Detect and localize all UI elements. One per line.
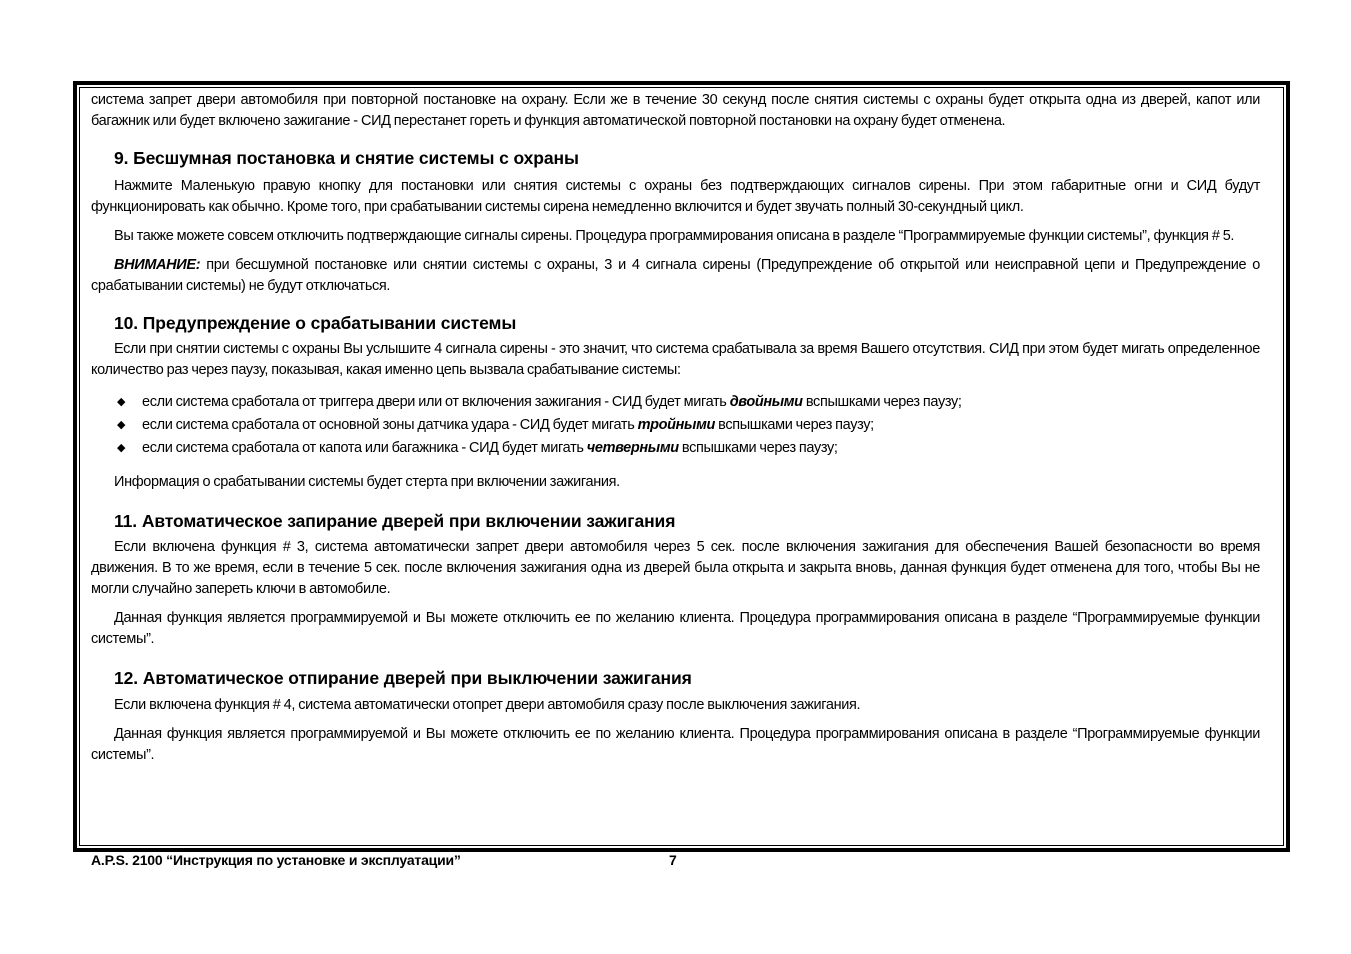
- section-11-heading: 11. Автоматическое запирание дверей при включении зажигания: [114, 511, 676, 531]
- trigger-list: [91, 391, 1260, 460]
- list-item: ◆ если система сработала от триггера двери или от включения зажигания - СИД будет мигать двойными вспышками через паузу;: [117, 394, 962, 410]
- page-number: 7: [669, 852, 677, 868]
- section-12-paragraph-1: Если включена функция # 4, система автоматически отопрет двери автомобиля сразу после выключения зажигания.: [114, 697, 861, 713]
- section-10-paragraph-2: Информация о срабатывании системы будет стерта при включении зажигания.: [114, 474, 620, 490]
- section-12-paragraph-2: Данная функция является программируемой и Вы можете отключить ее по желанию клиента. Процедура программирования описана в разделе “Программируемые функции системы”.: [91, 726, 1260, 763]
- warning-text: при бесшумной постановке или снятии системы с охраны, 3 и 4 сигнала сирены (Предупреждение об открытой или неисправной цепи и Предупреждение о срабатывании системы) не будут отключаться.: [91, 257, 1260, 294]
- list-item: ◆ если система сработала от основной зоны датчика удара - СИД будет мигать тройными вспышками через паузу;: [117, 417, 874, 433]
- diamond-bullet-icon: ◆: [117, 442, 126, 454]
- intro-paragraph: система запрет двери автомобиля при повторной постановке на охрану. Если же в течение 30 секунд после снятия системы с охраны будет открыта одна из дверей, капот или багажник или будет включено зажигание - СИД перестанет гореть и функция автоматической повторной постановки на охрану будет отменена.: [91, 92, 1260, 129]
- diamond-bullet-icon: ◆: [117, 419, 126, 431]
- footer-title: A.P.S. 2100 “Инструкция по установке и эксплуатации”: [91, 852, 461, 868]
- section-11-paragraph-1: Если включена функция # 3, система автоматически запрет двери автомобиля через 5 сек. после включения зажигания для обеспечения Вашей безопасности во время движения. В то же время, если в течение 5 сек. после включения зажигания одна из дверей была открыта и закрыта вновь, данная функция будет отменена для того, чтобы Вы не могли случайно запереть ключи в автомобиле.: [91, 539, 1260, 597]
- section-9-paragraph-2: Вы также можете совсем отключить подтверждающие сигналы сирены. Процедура программирования описана в разделе “Программируемые функции системы”, функция # 5.: [114, 228, 1235, 244]
- section-10-paragraph-1: Если при снятии системы с охраны Вы услышите 4 сигнала сирены - это значит, что система срабатывала за время Вашего отсутствия. СИД при этом будет мигать определенное количество раз через паузу, показывая, какая именно цепь вызвала срабатывание системы:: [91, 341, 1260, 378]
- document-body: [91, 90, 1260, 766]
- diamond-bullet-icon: ◆: [117, 396, 126, 408]
- section-9-paragraph-1: Нажмите Маленькую правую кнопку для постановки или снятия системы с охраны без подтверждающих сигналов сирены. При этом габаритные огни и СИД будут функционировать как обычно. Кроме того, при срабатывании системы сирена немедленно включится и будет звучать полный 30-секундный цикл.: [91, 178, 1260, 215]
- section-12-heading: 12. Автоматическое отпирание дверей при выключении зажигания: [114, 668, 692, 688]
- warning-label: ВНИМАНИЕ:: [114, 257, 201, 273]
- section-9-warning: [91, 255, 1260, 297]
- section-10-heading: 10. Предупреждение о срабатывании системы: [114, 313, 517, 333]
- section-11-paragraph-2: Данная функция является программируемой и Вы можете отключить ее по желанию клиента. Процедура программирования описана в разделе “Программируемые функции системы”.: [91, 610, 1260, 647]
- list-item: ◆ если система сработала от капота или багажника - СИД будет мигать четверными вспышками через паузу;: [117, 440, 838, 456]
- section-9-heading: 9. Бесшумная постановка и снятие системы с охраны: [114, 148, 579, 168]
